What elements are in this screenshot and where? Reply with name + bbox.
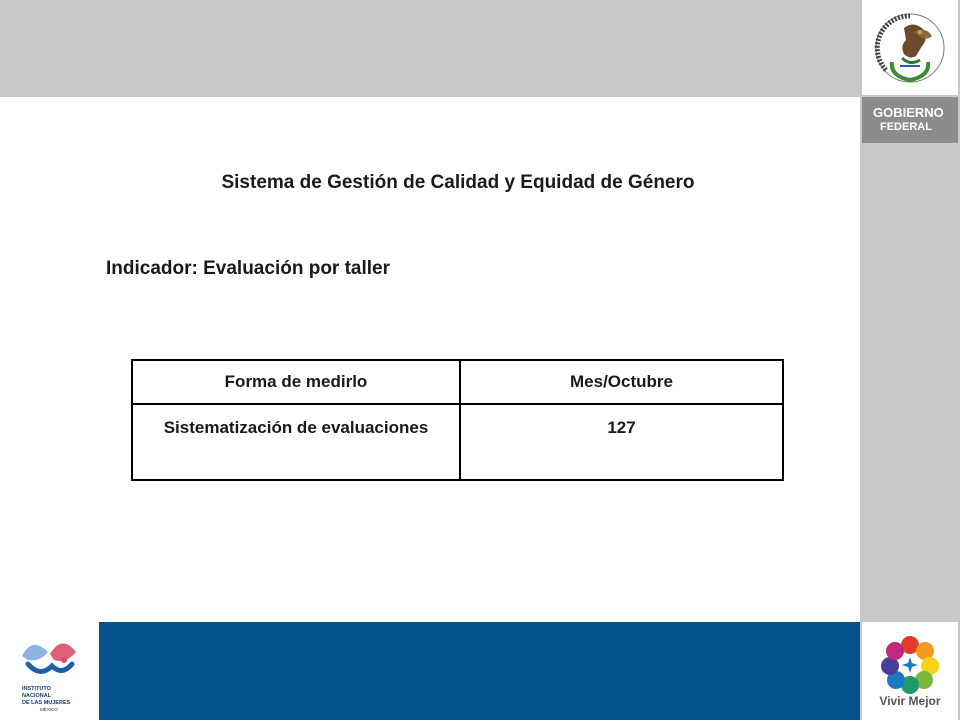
gov-line1: GOBIERNO: [873, 105, 944, 120]
svg-text:INSTITUTO: INSTITUTO: [22, 686, 51, 692]
table-cell: Sistematización de evaluaciones: [132, 404, 460, 480]
column-header: Mes/Octubre: [460, 360, 783, 404]
vivir-mejor-box: [862, 622, 958, 720]
page-title: Sistema de Gestión de Calidad y Equidad de Género: [221, 172, 695, 193]
svg-text:MÉXICO: MÉXICO: [40, 707, 58, 712]
vivir-mejor-flower-icon: [881, 636, 939, 694]
top-gray-bar: [0, 0, 860, 97]
gobierno-federal-logo: [862, 97, 958, 143]
gobierno-federal-badge: [862, 97, 958, 143]
coat-of-arms-box: [862, 0, 958, 95]
svg-text:DE LAS MUJERES: DE LAS MUJERES: [22, 700, 71, 706]
table-row: [132, 404, 783, 480]
inmujeres-logo-icon: [10, 630, 90, 714]
vivir-mejor-label: Vivir Mejor: [879, 694, 941, 708]
svg-text:NACIONAL: NACIONAL: [22, 693, 52, 699]
table-cell: 127: [460, 404, 783, 480]
column-header: Forma de medirlo: [132, 360, 460, 404]
table-header-row: [132, 360, 783, 404]
bottom-blue-bar: [99, 622, 860, 720]
indicator-label: Indicador: Evaluación por taller: [106, 258, 391, 279]
gov-line2: FEDERAL: [880, 121, 932, 133]
indicator-table: [131, 359, 784, 481]
mexico-coat-of-arms-icon: [870, 10, 950, 86]
